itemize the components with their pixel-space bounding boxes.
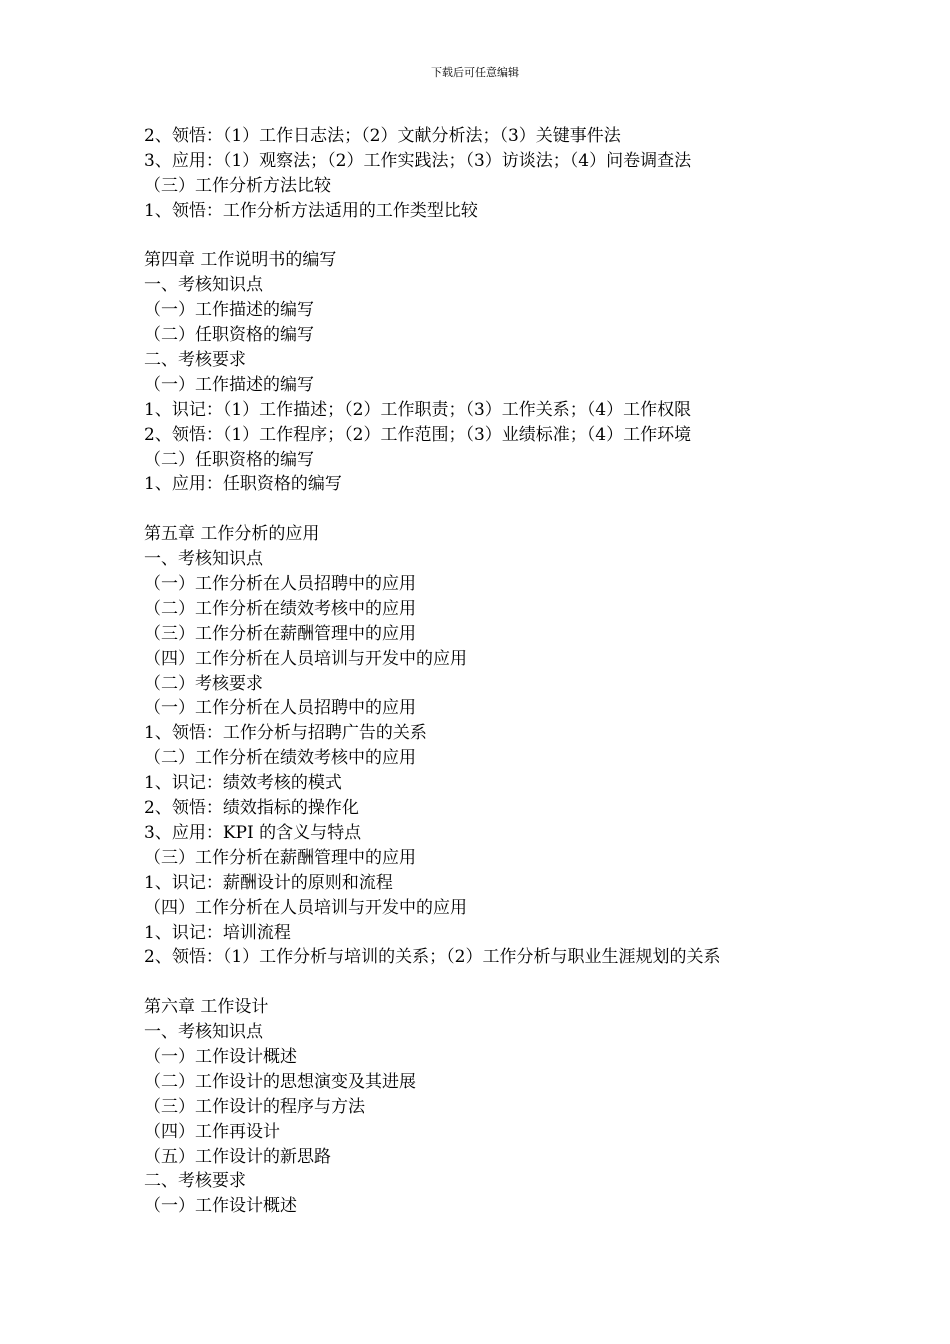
blank-line xyxy=(144,970,824,995)
text-line: （四）工作分析在人员培训与开发中的应用 xyxy=(144,897,467,918)
text-line: 一、考核知识点 xyxy=(144,549,263,570)
text-line: 二、考核要求 xyxy=(144,1171,246,1192)
text-line: （三）工作分析在薪酬管理中的应用 xyxy=(144,847,416,868)
text-line: （三）工作分析在薪酬管理中的应用 xyxy=(144,623,416,644)
chapter-heading: 第五章 工作分析的应用 xyxy=(144,524,320,545)
text-line: 一、考核知识点 xyxy=(144,275,263,296)
text-line: （三）工作分析方法比较 xyxy=(144,175,331,196)
text-line: 1、应用：任职资格的编写 xyxy=(144,474,342,495)
text-line: （一）工作设计概述 xyxy=(144,1046,297,1067)
chapter-heading: 第六章 工作设计 xyxy=(144,997,269,1018)
text-line: （二）工作分析在绩效考核中的应用 xyxy=(144,748,416,769)
text-line: （一）工作分析在人员招聘中的应用 xyxy=(144,574,416,595)
chapter-heading: 第四章 工作说明书的编写 xyxy=(144,250,337,271)
page-header: 下载后可任意编辑 xyxy=(431,66,519,79)
text-line: （一）工作描述的编写 xyxy=(144,374,314,395)
text-line: 1、识记：（1）工作描述；（2）工作职责；（3）工作关系；（4）工作权限 xyxy=(144,399,692,420)
text-line: （三）工作设计的程序与方法 xyxy=(144,1096,365,1117)
text-line: （五）工作设计的新思路 xyxy=(144,1146,331,1167)
section-chapter-5 xyxy=(144,522,824,970)
text-line: 1、识记：薪酬设计的原则和流程 xyxy=(144,872,393,893)
text-line: 2、领悟：（1）工作程序；（2）工作范围；（3）业绩标准；（4）工作环境 xyxy=(144,424,692,445)
text-line: 一、考核知识点 xyxy=(144,1022,263,1043)
text-line: 2、领悟：绩效指标的操作化 xyxy=(144,798,359,819)
text-line: 二、考核要求 xyxy=(144,350,246,371)
blank-line xyxy=(144,497,824,522)
text-line: （二）任职资格的编写 xyxy=(144,325,314,346)
text-line: （一）工作分析在人员招聘中的应用 xyxy=(144,698,416,719)
text-line: 3、应用：KPI 的含义与特点 xyxy=(144,822,362,843)
document-body xyxy=(144,124,824,1219)
text-line: （四）工作再设计 xyxy=(144,1121,280,1142)
section-methods-continued xyxy=(144,124,824,224)
text-line: 1、领悟：工作分析与招聘广告的关系 xyxy=(144,723,427,744)
blank-line xyxy=(144,224,824,249)
text-line: 2、领悟：（1）工作日志法；（2）文献分析法；（3）关键事件法 xyxy=(144,126,621,146)
text-line: 3、应用：（1）观察法；（2）工作实践法；（3）访谈法；（4）问卷调查法 xyxy=(144,150,692,171)
text-line: 1、识记：绩效考核的模式 xyxy=(144,773,342,794)
text-line: （二）工作设计的思想演变及其进展 xyxy=(144,1071,416,1092)
section-chapter-4 xyxy=(144,248,824,497)
text-line: （四）工作分析在人员培训与开发中的应用 xyxy=(144,648,467,669)
section-chapter-6 xyxy=(144,995,824,1219)
text-line: 2、领悟：（1）工作分析与培训的关系；（2）工作分析与职业生涯规划的关系 xyxy=(144,947,721,968)
text-line: （二）考核要求 xyxy=(144,673,263,694)
text-line: （一）工作描述的编写 xyxy=(144,300,314,321)
text-line: 1、领悟：工作分析方法适用的工作类型比较 xyxy=(144,200,478,221)
text-line: （一）工作设计概述 xyxy=(144,1196,297,1217)
text-line: 1、识记：培训流程 xyxy=(144,922,291,943)
text-line: （二）任职资格的编写 xyxy=(144,449,314,470)
text-line: （二）工作分析在绩效考核中的应用 xyxy=(144,598,416,619)
